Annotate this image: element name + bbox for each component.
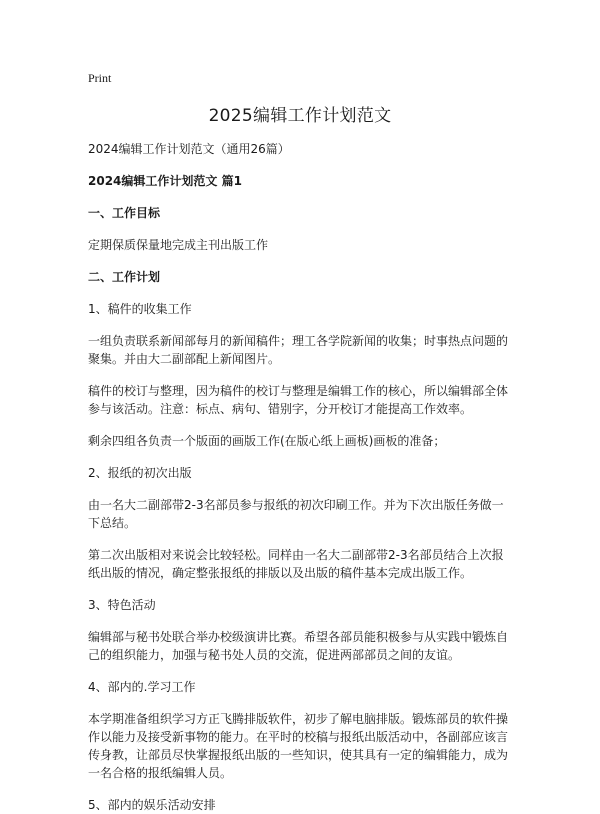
document-body (88, 204, 512, 814)
section-title: 2024编辑工作计划范文 篇1 (88, 174, 242, 188)
paragraph: 第二次出版相对来说会比较轻松。同样由一名大二副部带2-3名部员结合上次报纸出版的情况，确定整张报纸的排版以及出版的稿件基本完成出版工作。 (88, 548, 504, 580)
paragraph: 由一名大二副部带2-3名部员参与报纸的初次印刷工作。并为下次出版任务做一下总结。 (88, 498, 504, 530)
paragraph: 编辑部与秘书处联合举办校级演讲比赛。希望各部员能积极参与从实践中锻炼自己的组织能力，加强与秘书处人员的交流，促进两部部员之间的友谊。 (88, 630, 509, 662)
paragraph: 稿件的校订与整理，因为稿件的校订与整理是编辑工作的核心，所以编辑部全体参与该活动。注意：标点、病句、错别字，分开校订才能提高工作效率。 (88, 384, 509, 416)
paragraph: 一组负责联系新闻部每月的新闻稿件；理工各学院新闻的收集；时事热点问题的聚集。并由大二副部配上新闻图片。 (88, 334, 509, 366)
paragraph: 剩余四组各负责一个版面的画版工作(在版心纸上画板)画板的准备； (88, 434, 446, 448)
paragraph: 本学期准备组织学习方正飞腾排版软件，初步了解电脑排版。锻炼部员的软件操作以能力及接受新事物的能力。在平时的校稿与报纸出版活动中，各副部应该言传身教，让部员尽快掌握报纸出版的一些知识，使其具有一定的编辑能力，成为一名合格的报纸编辑人员。 (88, 712, 509, 780)
paragraph: 3、特色活动 (88, 598, 156, 612)
section-heading: 二、工作计划 (88, 270, 161, 284)
section-heading: 一、工作目标 (88, 206, 161, 220)
paragraph: 2、报纸的初次出版 (88, 466, 192, 480)
paragraph: 1、稿件的收集工作 (88, 302, 192, 316)
document-title: 2025编辑工作计划范文 (208, 106, 392, 126)
print-label: Print (88, 71, 112, 85)
paragraph: 4、部内的.学习工作 (88, 680, 196, 694)
document-subtitle: 2024编辑工作计划范文（通用26篇） (88, 142, 290, 156)
paragraph: 5、部内的娱乐活动安排 (88, 798, 216, 812)
paragraph: 定期保质保量地完成主刊出版工作 (88, 238, 269, 252)
